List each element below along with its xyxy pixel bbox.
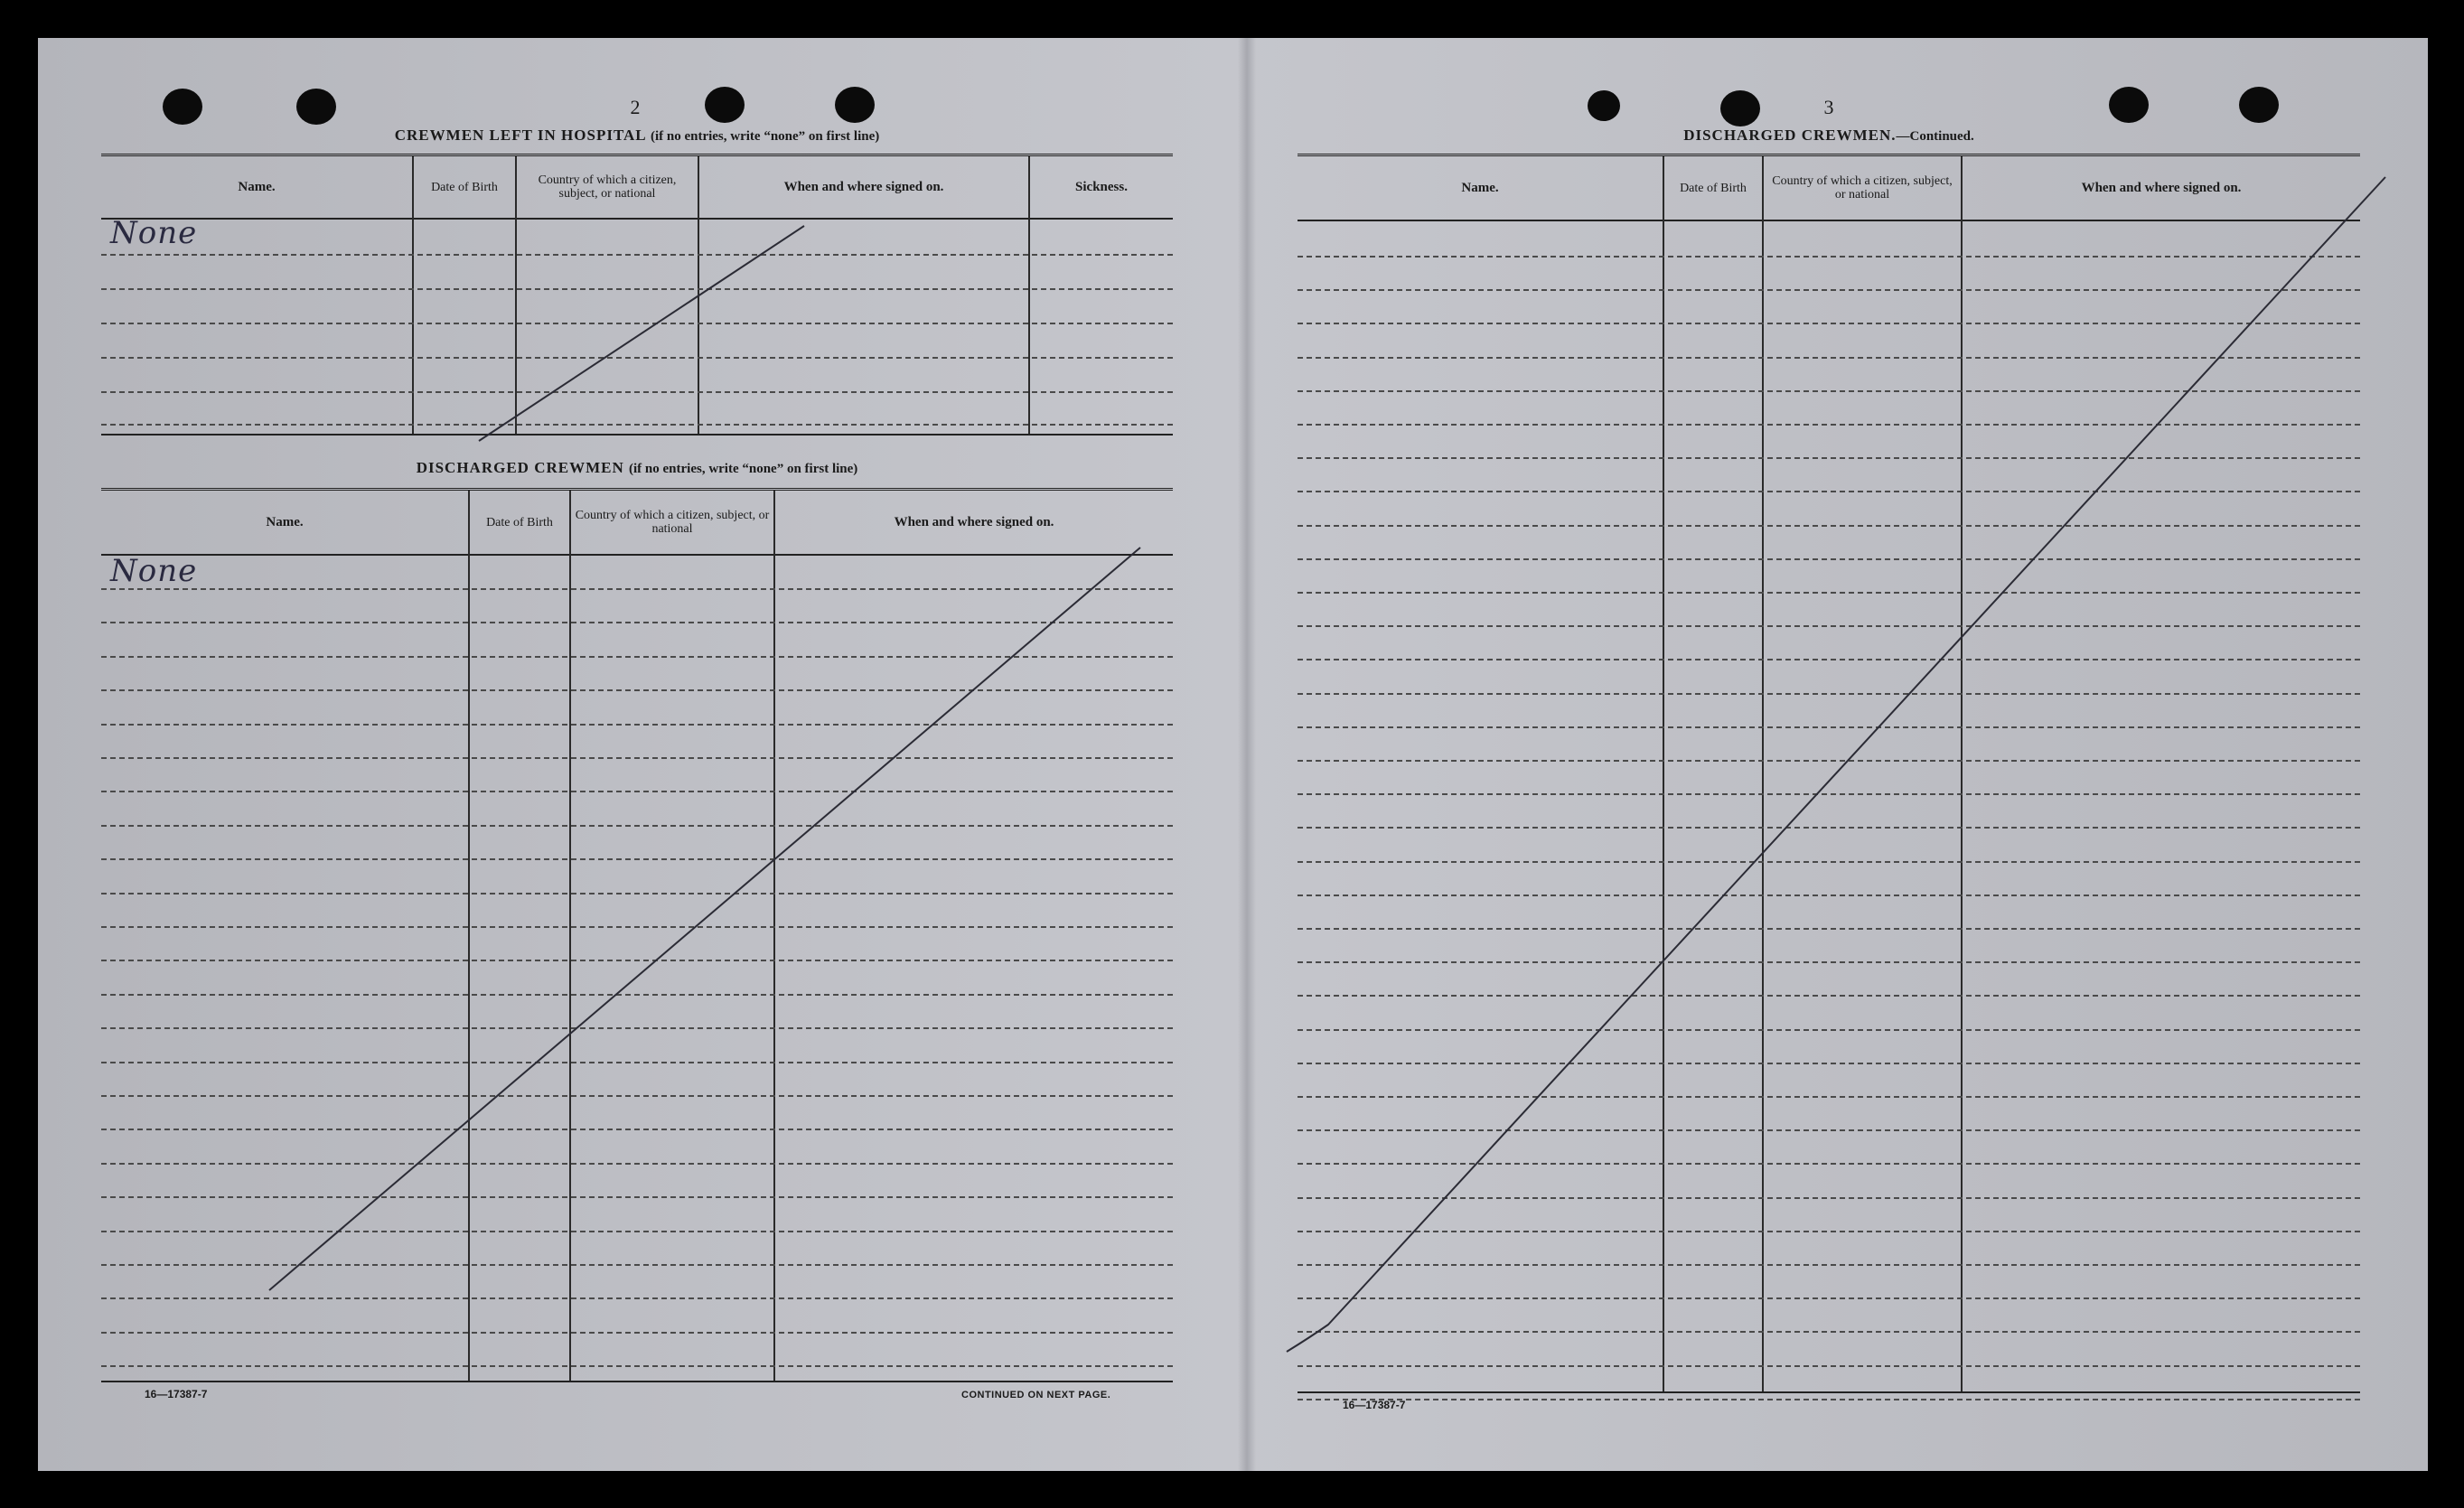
col-country: Country of which a citizen, subject, or national bbox=[575, 509, 770, 536]
punch-hole bbox=[835, 87, 875, 123]
column-divider bbox=[569, 491, 571, 1381]
row-line bbox=[101, 926, 1173, 928]
left-form-number: 16—17387-7 bbox=[145, 1388, 208, 1400]
row-line bbox=[1298, 1297, 2360, 1299]
row-line bbox=[101, 1264, 1173, 1266]
discharged-title: DISCHARGED CREWMEN bbox=[416, 459, 624, 476]
col-name: Name. bbox=[238, 179, 276, 194]
row-line bbox=[1298, 1096, 2360, 1098]
col-signed-on: When and where signed on. bbox=[894, 514, 1054, 529]
row-line bbox=[1298, 995, 2360, 997]
right-table-header bbox=[1298, 156, 2360, 221]
row-line bbox=[101, 254, 1173, 256]
left-page-number: 2 bbox=[630, 96, 641, 118]
column-divider bbox=[773, 491, 775, 1381]
right-discharged-table bbox=[1298, 154, 2360, 1393]
row-line bbox=[101, 288, 1173, 290]
row-line bbox=[101, 588, 1173, 590]
punch-hole bbox=[163, 89, 202, 125]
row-line bbox=[101, 1332, 1173, 1334]
row-line bbox=[101, 357, 1173, 359]
punch-hole bbox=[1720, 90, 1760, 126]
row-line bbox=[1298, 894, 2360, 896]
row-line bbox=[1298, 1029, 2360, 1031]
col-date-of-birth: Date of Birth bbox=[1680, 181, 1747, 195]
punch-hole bbox=[2109, 87, 2149, 123]
row-line bbox=[101, 689, 1173, 691]
row-line bbox=[1298, 827, 2360, 829]
row-line bbox=[1298, 256, 2360, 258]
discharged-entry-handwritten: None bbox=[110, 553, 198, 589]
row-line bbox=[101, 656, 1173, 658]
row-line bbox=[101, 1365, 1173, 1367]
punch-hole bbox=[705, 87, 745, 123]
column-divider bbox=[1663, 156, 1664, 1391]
hospital-table-header bbox=[101, 156, 1173, 220]
col-country: Country of which a citizen, subject, or national bbox=[1772, 174, 1953, 201]
page-fold bbox=[1238, 38, 1256, 1471]
right-form-number: 16—17387-7 bbox=[1343, 1399, 1406, 1411]
row-line bbox=[1298, 424, 2360, 426]
hospital-section-title bbox=[101, 126, 1173, 145]
row-line bbox=[1298, 592, 2360, 594]
row-line bbox=[101, 1027, 1173, 1029]
col-name: Name. bbox=[1461, 180, 1499, 195]
row-line bbox=[101, 994, 1173, 996]
right-section-title bbox=[1298, 126, 2360, 145]
hospital-table bbox=[101, 154, 1173, 436]
column-divider bbox=[468, 491, 470, 1381]
row-line bbox=[1298, 1197, 2360, 1199]
row-line bbox=[1298, 726, 2360, 728]
row-line bbox=[1298, 861, 2360, 863]
row-line bbox=[1298, 928, 2360, 930]
row-line bbox=[1298, 525, 2360, 527]
punch-hole bbox=[296, 89, 336, 125]
row-line bbox=[101, 1163, 1173, 1165]
col-country: Country of which a citizen, subject, or national bbox=[538, 173, 677, 201]
row-line bbox=[1298, 1129, 2360, 1131]
continued-note: CONTINUED ON NEXT PAGE. bbox=[961, 1390, 1111, 1400]
row-line bbox=[1298, 1331, 2360, 1333]
row-line bbox=[1298, 289, 2360, 291]
row-line bbox=[1298, 323, 2360, 324]
row-line bbox=[101, 622, 1173, 623]
col-signed-on: When and where signed on. bbox=[2081, 180, 2242, 195]
row-line bbox=[1298, 390, 2360, 392]
discharged-table-header bbox=[101, 491, 1173, 556]
row-line bbox=[101, 960, 1173, 961]
row-line bbox=[1298, 1264, 2360, 1266]
discharged-section-title bbox=[101, 459, 1173, 477]
row-line bbox=[1298, 558, 2360, 560]
row-line bbox=[1298, 760, 2360, 762]
col-date-of-birth: Date of Birth bbox=[431, 180, 498, 194]
right-title: DISCHARGED CREWMEN. bbox=[1683, 126, 1897, 144]
row-line bbox=[101, 858, 1173, 860]
row-line bbox=[101, 391, 1173, 393]
row-line bbox=[1298, 357, 2360, 359]
row-line bbox=[101, 1129, 1173, 1130]
row-line bbox=[101, 825, 1173, 827]
row-line bbox=[1298, 1163, 2360, 1165]
row-line bbox=[1298, 1063, 2360, 1064]
row-line bbox=[1298, 961, 2360, 963]
row-line bbox=[101, 893, 1173, 894]
row-line bbox=[101, 323, 1173, 324]
row-line bbox=[101, 1297, 1173, 1299]
hospital-title: CREWMEN LEFT IN HOSPITAL bbox=[394, 126, 646, 144]
col-signed-on: When and where signed on. bbox=[783, 179, 944, 194]
column-divider bbox=[1961, 156, 1963, 1391]
row-line bbox=[101, 1062, 1173, 1063]
row-line bbox=[1298, 693, 2360, 695]
hospital-instruction: (if no entries, write “none” on first line) bbox=[650, 129, 880, 144]
row-line bbox=[101, 1196, 1173, 1198]
col-sickness: Sickness. bbox=[1075, 179, 1128, 194]
row-line bbox=[101, 757, 1173, 759]
row-line bbox=[101, 1095, 1173, 1097]
row-line bbox=[101, 1231, 1173, 1232]
col-date-of-birth: Date of Birth bbox=[486, 515, 553, 529]
discharged-instruction: (if no entries, write “none” on first line) bbox=[629, 462, 858, 476]
row-line bbox=[1298, 625, 2360, 627]
row-line bbox=[101, 724, 1173, 726]
punch-hole bbox=[2239, 87, 2279, 123]
row-line bbox=[101, 424, 1173, 426]
discharged-table bbox=[101, 488, 1173, 1382]
row-line bbox=[1298, 1365, 2360, 1367]
col-name: Name. bbox=[266, 514, 304, 529]
punch-hole bbox=[1588, 90, 1620, 121]
row-line bbox=[1298, 1399, 2360, 1400]
row-line bbox=[1298, 491, 2360, 492]
hospital-entry-handwritten: None bbox=[110, 215, 198, 251]
row-line bbox=[101, 791, 1173, 792]
row-line bbox=[1298, 1231, 2360, 1232]
right-title-suffix: —Continued. bbox=[1896, 129, 1974, 144]
row-line bbox=[1298, 457, 2360, 459]
right-page-number: 3 bbox=[1823, 96, 1834, 118]
row-line bbox=[1298, 793, 2360, 795]
row-line bbox=[1298, 659, 2360, 660]
column-divider bbox=[1762, 156, 1764, 1391]
